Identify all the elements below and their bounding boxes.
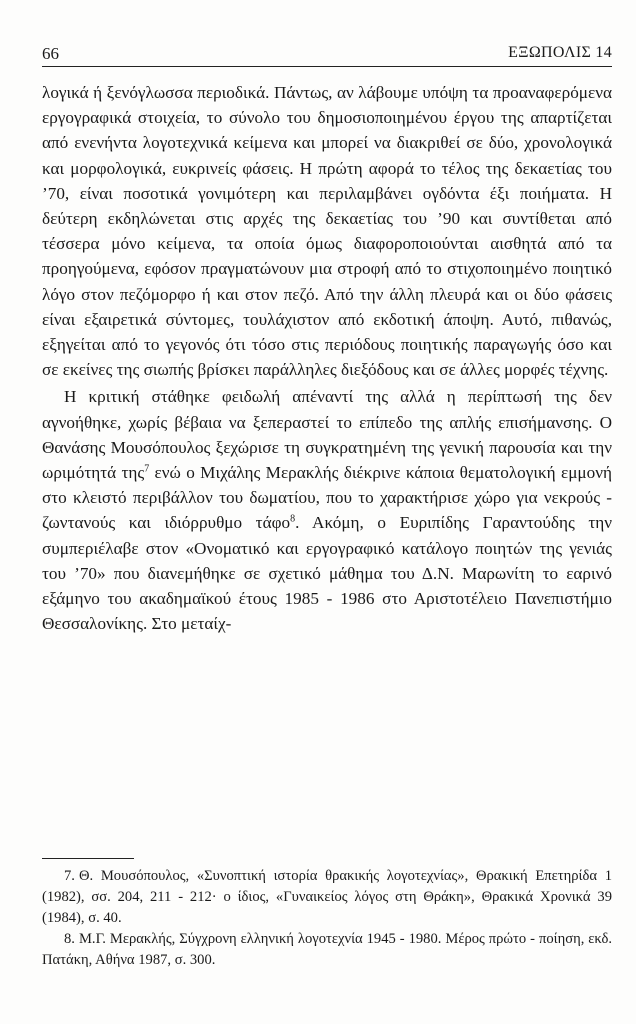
- footnote-text: Θ. Μουσόπουλος, «Συνοπτική ιστορία θρακικής λογοτεχνίας», Θρακική Επετηρίδα 1 (1982), σσ. 204, 211 - 212· ο ίδιος, «Γυναικείος λόγος στη Θράκη», Θρακικά Χρονικά 39 (1984), σ. 40.: [42, 868, 612, 926]
- footnote-label: 7.: [64, 868, 75, 884]
- footnote-text: Μ.Γ. Μερακλής, Σύγχρονη ελληνική λογοτεχνία 1945 - 1980. Μέρος πρώτο - ποίηση, εκδ. Πατάκη, Αθήνα 1987, σ. 300.: [42, 931, 612, 968]
- footnote-7: [42, 866, 612, 929]
- footnote-ref-7: 7: [144, 463, 150, 475]
- footnote-rule: [42, 858, 134, 859]
- paragraph-1: λογικά ή ξενόγλωσσα περιοδικά. Πάντως, αν λάβουμε υπόψη τα προαναφερόμενα εργογραφικά στοιχεία, το σύνολο του δημοσιοποιημένου έργου της απαρτίζεται από ενενήντα λογοτεχνικά κείμενα και μπορεί να διακριθεί σε δύο, χρονολογικά και μορφολογικά, ευκρινείς φάσεις. Η πρώτη αφορά το τέλος της δεκαετίας του ’70, είναι ποσοτικά γονιμότερη και περιλαμβάνει ογδόντα έξι ποιήματα. Η δεύτερη εκδηλώνεται στις αρχές της δεκαετίας του ’90 και συντίθεται από τέσσερα μόνο κείμενα, τα οποία όμως διαφοροποιούνται αισθητά από τα προηγούμενα, εφόσον πραγματώνουν μια στροφή από το στιχοποιημένο ποιητικό λόγο στον πεζόμορφο ή και στον πεζό. Από την άλλη πλευρά και οι δύο φάσεις είναι εξαιρετικά σύντομες, τουλάχιστον από εκδοτική άποψη. Αυτό, πιθανώς, εξηγείται από το γεγονός ότι τόσο στις περιόδους ποιητικής παραγωγής όσο και σε εκείνες της σιωπής βρίσκει παράλληλες διεξόδους και σε άλλες μορφές τέχνης.: [42, 83, 612, 380]
- header-rule: [42, 66, 612, 67]
- paragraph-2-part-a: Η κριτική στάθηκε φειδωλή απέναντί της αλλά η περίπτωσή της δεν αγνοήθηκε, χωρίς βέβαια να ξεπεραστεί το επίπεδο της απλής επισήμανσης. Ο Θανάσης Μουσόπουλος ξεχώρισε τη συγκρατημένη της γενική παρουσία και την ωριμότητά της: [42, 387, 612, 483]
- footnote-ref-8: 8: [290, 513, 296, 525]
- page-header: [42, 36, 612, 66]
- footnote-label: 8.: [64, 931, 75, 947]
- footnote-8: [42, 929, 612, 971]
- paragraph-2: [42, 384, 612, 636]
- running-head: ΕΞΩΠΟΛΙΣ 14: [508, 44, 612, 61]
- footnotes: [42, 866, 612, 971]
- body-text: [42, 80, 612, 636]
- paragraph-2-part-c: . Ακόμη, ο Ευριπίδης Γαραντούδης την συμπεριέλαβε στον «Ονοματικό και εργογραφικό κατάλογο ποιητών της γενιάς του ’70» που διανεμήθηκε σε σχετικό μάθημα του Δ.Ν. Μαρωνίτη το εαρινό εξάμηνο του ακαδημαϊκού έτους 1985 - 1986 στο Αριστοτέλειο Πανεπιστήμιο Θεσσαλονίκης. Στο μεταίχ-: [42, 513, 613, 634]
- page-number: 66: [42, 44, 59, 63]
- paragraph-2-part-b: ενώ ο Μιχάλης Μερακλής διέκρινε κάποια θεματολογική εμμονή στο κλειστό περιβάλλον του δωματίου, που το χαρακτήρισε χώρο για νεκρούς - ζωντανούς και ιδιόρρυθμο τάφο: [42, 463, 612, 533]
